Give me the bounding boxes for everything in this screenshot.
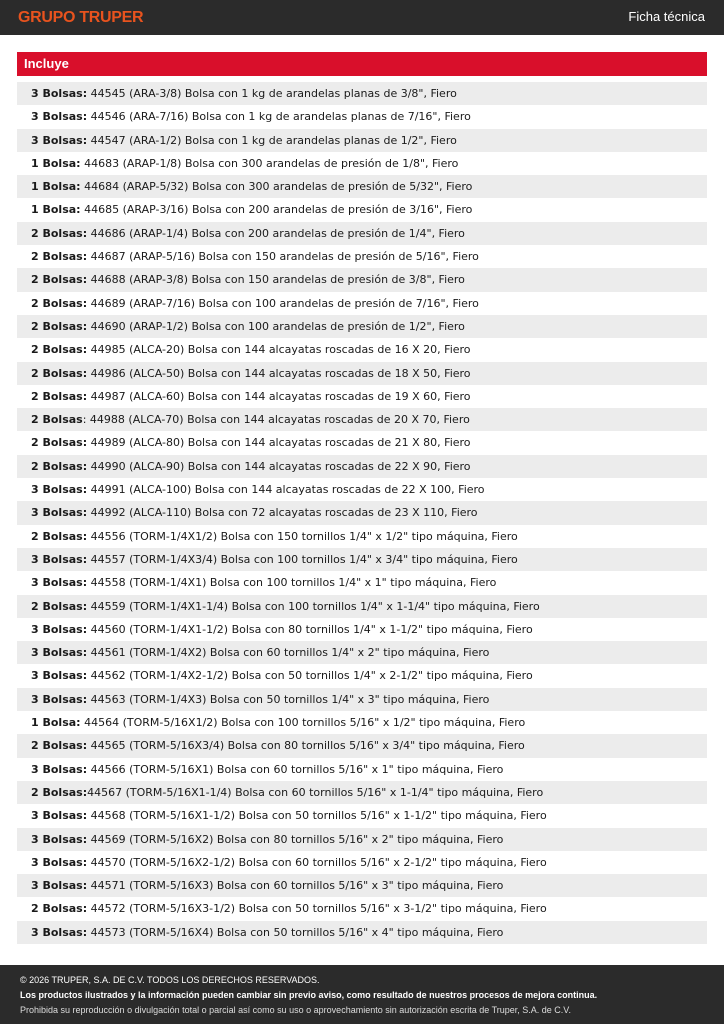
item-quantity: 3 Bolsas: xyxy=(31,692,88,706)
item-quantity: 3 Bolsas: xyxy=(31,576,88,590)
list-item xyxy=(17,641,707,664)
item-description: 44547 (ARA-1/2) Bolsa con 1 kg de arandelas planas de 1/2", Fiero xyxy=(87,133,457,147)
item-description: 44564 (TORM-5/16X1/2) Bolsa con 100 tornillos 5/16" x 1/2" tipo máquina, Fiero xyxy=(80,716,526,730)
item-quantity: 2 Bolsas: xyxy=(31,902,88,916)
list-item xyxy=(17,664,707,687)
item-description: 44558 (TORM-1/4X1) Bolsa con 100 tornillos 1/4" x 1" tipo máquina, Fiero xyxy=(87,576,497,590)
item-quantity: 2 Bolsas xyxy=(31,413,83,427)
item-quantity: 1 Bolsa: xyxy=(31,180,81,194)
item-description: 44560 (TORM-1/4X1-1/2) Bolsa con 80 tornillos 1/4" x 1-1/2" tipo máquina, Fiero xyxy=(87,622,533,636)
list-item xyxy=(17,921,707,944)
list-item xyxy=(17,362,707,385)
item-description: 44685 (ARAP-3/16) Bolsa con 200 arandelas de presión de 3/16", Fiero xyxy=(80,203,473,217)
item-description: 44572 (TORM-5/16X3-1/2) Bolsa con 50 tornillos 5/16" x 3-1/2" tipo máquina, Fiero xyxy=(87,902,547,916)
item-description: 44989 (ALCA-80) Bolsa con 144 alcayatas roscadas de 21 X 80, Fiero xyxy=(87,436,471,450)
item-description: 44568 (TORM-5/16X1-1/2) Bolsa con 50 tornillos 5/16" x 1-1/2" tipo máquina, Fiero xyxy=(87,809,547,823)
list-item xyxy=(17,711,707,734)
item-description: 44986 (ALCA-50) Bolsa con 144 alcayatas roscadas de 18 X 50, Fiero xyxy=(87,366,471,380)
item-quantity: 3 Bolsas: xyxy=(31,669,88,683)
list-item xyxy=(17,618,707,641)
item-description: 44991 (ALCA-100) Bolsa con 144 alcayatas roscadas de 22 X 100, Fiero xyxy=(87,483,485,497)
item-quantity: 3 Bolsas: xyxy=(31,879,88,893)
item-description: 44690 (ARAP-1/2) Bolsa con 100 arandelas de presión de 1/2", Fiero xyxy=(87,319,465,333)
item-quantity: 2 Bolsas: xyxy=(31,250,88,264)
list-item xyxy=(17,431,707,454)
item-quantity: 3 Bolsas: xyxy=(31,483,88,497)
section-header xyxy=(17,52,707,76)
item-description: 44546 (ARA-7/16) Bolsa con 1 kg de arandelas planas de 7/16", Fiero xyxy=(87,110,471,124)
item-quantity: 3 Bolsas: xyxy=(31,809,88,823)
item-description: 44556 (TORM-1/4X1/2) Bolsa con 150 tornillos 1/4" x 1/2" tipo máquina, Fiero xyxy=(87,529,518,543)
footer xyxy=(0,965,724,1024)
item-quantity: 2 Bolsas: xyxy=(31,436,88,450)
brand-logo: GRUPO TRUPER xyxy=(18,9,144,26)
item-quantity: 2 Bolsas: xyxy=(31,459,88,473)
list-item xyxy=(17,105,707,128)
item-description: 44683 (ARAP-1/8) Bolsa con 300 arandelas de presión de 1/8", Fiero xyxy=(80,156,459,170)
list-item xyxy=(17,804,707,827)
list-item xyxy=(17,525,707,548)
item-quantity: 2 Bolsas: xyxy=(31,739,88,753)
footer-copyright: © 2026 TRUPER, S.A. DE C.V. TODOS LOS DERECHOS RESERVADOS. xyxy=(20,975,320,985)
item-quantity: 3 Bolsas: xyxy=(31,110,88,124)
item-description: 44559 (TORM-1/4X1-1/4) Bolsa con 100 tornillos 1/4" x 1-1/4" tipo máquina, Fiero xyxy=(87,599,540,613)
list-item xyxy=(17,758,707,781)
list-item xyxy=(17,198,707,221)
item-quantity: 2 Bolsas: xyxy=(31,366,88,380)
item-quantity: 1 Bolsa: xyxy=(31,716,81,730)
item-description: 44990 (ALCA-90) Bolsa con 144 alcayatas roscadas de 22 X 90, Fiero xyxy=(87,459,471,473)
item-quantity: 3 Bolsas: xyxy=(31,925,88,939)
item-description: 44567 (TORM-5/16X1-1/4) Bolsa con 60 tornillos 5/16" x 1-1/4" tipo máquina, Fiero xyxy=(87,785,544,799)
item-description: 44987 (ALCA-60) Bolsa con 144 alcayatas roscadas de 19 X 60, Fiero xyxy=(87,389,471,403)
item-description: 44689 (ARAP-7/16) Bolsa con 100 arandelas de presión de 7/16", Fiero xyxy=(87,296,479,310)
item-description: 44686 (ARAP-1/4) Bolsa con 200 arandelas de presión de 1/4", Fiero xyxy=(87,226,465,240)
list-item xyxy=(17,595,707,618)
item-description: 44687 (ARAP-5/16) Bolsa con 150 arandelas de presión de 5/16", Fiero xyxy=(87,250,479,264)
list-item xyxy=(17,292,707,315)
item-quantity: 2 Bolsas: xyxy=(31,343,88,357)
list-item xyxy=(17,688,707,711)
list-item xyxy=(17,897,707,920)
item-quantity: 3 Bolsas: xyxy=(31,552,88,566)
item-description: 44684 (ARAP-5/32) Bolsa con 300 arandelas de presión de 5/32", Fiero xyxy=(80,180,473,194)
list-item xyxy=(17,268,707,291)
list-item xyxy=(17,338,707,361)
item-quantity: 3 Bolsas: xyxy=(31,133,88,147)
list-item xyxy=(17,478,707,501)
item-quantity: 3 Bolsas: xyxy=(31,646,88,660)
list-item xyxy=(17,385,707,408)
included-items-list xyxy=(17,82,707,944)
item-quantity: 2 Bolsas: xyxy=(31,785,88,799)
item-description: 44566 (TORM-5/16X1) Bolsa con 60 tornillos 5/16" x 1" tipo máquina, Fiero xyxy=(87,762,504,776)
list-item xyxy=(17,828,707,851)
item-description: 44565 (TORM-5/16X3/4) Bolsa con 80 tornillos 5/16" x 3/4" tipo máquina, Fiero xyxy=(87,739,525,753)
item-description: 44688 (ARAP-3/8) Bolsa con 150 arandelas de presión de 3/8", Fiero xyxy=(87,273,465,287)
item-quantity: 3 Bolsas: xyxy=(31,87,88,100)
item-description: 44562 (TORM-1/4X2-1/2) Bolsa con 50 tornillos 1/4" x 2-1/2" tipo máquina, Fiero xyxy=(87,669,533,683)
list-item xyxy=(17,874,707,897)
item-quantity: 3 Bolsas: xyxy=(31,506,88,520)
document-type: Ficha técnica xyxy=(628,9,705,24)
list-item xyxy=(17,408,707,431)
item-quantity: 3 Bolsas: xyxy=(31,762,88,776)
item-quantity: 2 Bolsas: xyxy=(31,296,88,310)
list-item xyxy=(17,734,707,757)
list-item xyxy=(17,781,707,804)
top-bar xyxy=(0,0,724,35)
item-quantity: 2 Bolsas: xyxy=(31,599,88,613)
item-quantity: 2 Bolsas: xyxy=(31,273,88,287)
item-quantity: 3 Bolsas: xyxy=(31,622,88,636)
item-description: 44992 (ALCA-110) Bolsa con 72 alcayatas roscadas de 23 X 110, Fiero xyxy=(87,506,478,520)
item-quantity: 3 Bolsas: xyxy=(31,832,88,846)
item-description: 44569 (TORM-5/16X2) Bolsa con 80 tornillos 5/16" x 2" tipo máquina, Fiero xyxy=(87,832,504,846)
list-item xyxy=(17,152,707,175)
list-item xyxy=(17,129,707,152)
item-description: 44561 (TORM-1/4X2) Bolsa con 60 tornillos 1/4" x 2" tipo máquina, Fiero xyxy=(87,646,490,660)
list-item xyxy=(17,175,707,198)
item-description: 44985 (ALCA-20) Bolsa con 144 alcayatas roscadas de 16 X 20, Fiero xyxy=(87,343,471,357)
list-item xyxy=(17,222,707,245)
list-item xyxy=(17,82,707,105)
item-quantity: 1 Bolsa: xyxy=(31,203,81,217)
item-quantity: 2 Bolsas: xyxy=(31,529,88,543)
list-item xyxy=(17,851,707,874)
list-item xyxy=(17,315,707,338)
footer-notice: Los productos ilustrados y la información pueden cambiar sin previo aviso, como resultado de nuestros procesos de mejora continua. xyxy=(20,990,598,1000)
item-quantity: 2 Bolsas: xyxy=(31,319,88,333)
item-quantity: 3 Bolsas: xyxy=(31,855,88,869)
list-item xyxy=(17,245,707,268)
item-description: 44570 (TORM-5/16X2-1/2) Bolsa con 60 tornillos 5/16" x 2-1/2" tipo máquina, Fiero xyxy=(87,855,547,869)
item-description: 44573 (TORM-5/16X4) Bolsa con 50 tornillos 5/16" x 4" tipo máquina, Fiero xyxy=(87,925,504,939)
item-description: 44571 (TORM-5/16X3) Bolsa con 60 tornillos 5/16" x 3" tipo máquina, Fiero xyxy=(87,879,504,893)
footer-restriction: Prohibida su reproducción o divulgación total o parcial así como su uso o aprovechamiento sin autorización escrita de Truper, S.A. de C.V. xyxy=(20,1005,571,1015)
item-description: : 44988 (ALCA-70) Bolsa con 144 alcayatas roscadas de 20 X 70, Fiero xyxy=(82,413,470,427)
item-description: 44557 (TORM-1/4X3/4) Bolsa con 100 tornillos 1/4" x 3/4" tipo máquina, Fiero xyxy=(87,552,518,566)
list-item xyxy=(17,571,707,594)
item-description: 44563 (TORM-1/4X3) Bolsa con 50 tornillos 1/4" x 3" tipo máquina, Fiero xyxy=(87,692,490,706)
item-description: 44545 (ARA-3/8) Bolsa con 1 kg de arandelas planas de 3/8", Fiero xyxy=(87,87,457,100)
item-quantity: 1 Bolsa: xyxy=(31,156,81,170)
item-quantity: 2 Bolsas: xyxy=(31,226,88,240)
list-item xyxy=(17,501,707,524)
list-item xyxy=(17,548,707,571)
list-item xyxy=(17,455,707,478)
section-title: Incluye xyxy=(24,56,69,71)
item-quantity: 2 Bolsas: xyxy=(31,389,88,403)
